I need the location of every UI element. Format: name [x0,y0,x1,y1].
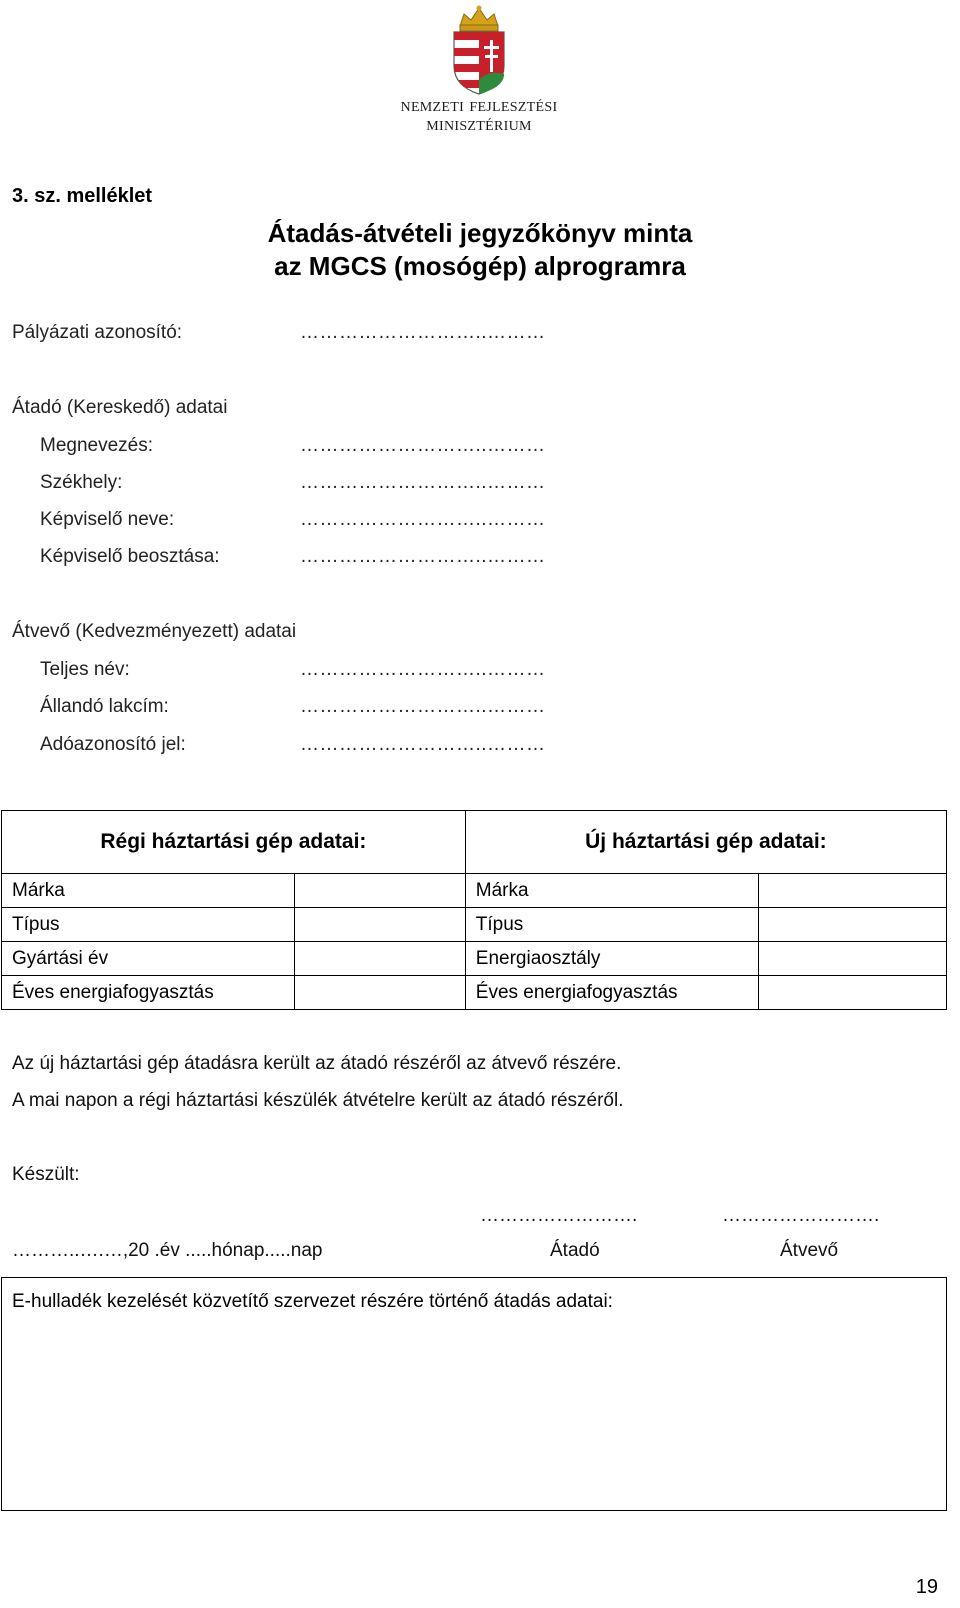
transferor-rep-position-label: Képviselő beosztása: [40,546,220,567]
recipient-fullname-label: Teljes név: [40,659,130,680]
recipient-address-label: Állandó lakcím: [40,696,169,717]
old-field-label: Éves energiafogyasztás [2,976,295,1010]
new-field-value[interactable] [758,874,946,908]
recipient-taxid-label: Adóazonosító jel: [40,734,186,755]
transferor-rep-name-label: Képviselő neve: [40,509,175,530]
ewaste-box-label: E-hulladék kezelését közvetítő szervezet részére történő átadás adatai: [12,1291,613,1312]
table-row [2,942,947,976]
document-title-line2: az MGCS (mosógép) alprogramra [274,251,686,281]
recipient-signature-line[interactable]: ……………………. [722,1205,880,1226]
appliance-table [1,810,947,1010]
transferor-name-label: Megnevezés: [40,435,154,456]
transferor-seat-label: Székhely: [40,472,123,493]
new-field-value[interactable] [758,942,946,976]
ministry-name-line1: nemzeti fejlesztési [400,94,558,116]
ministry-name [364,96,594,134]
tender-id-label: Pályázati azonosító: [12,322,183,343]
table-row [2,976,947,1010]
transferor-seat-blank[interactable]: ………………………..……… [300,472,546,493]
old-field-value[interactable] [294,976,465,1010]
transferor-name-blank[interactable]: ………………………..……… [300,435,546,456]
old-field-value[interactable] [294,908,465,942]
new-field-label: Energiaosztály [465,942,758,976]
statement-takeover: A mai napon a régi háztartási készülék átvételre került az átadó részéről. [12,1090,624,1111]
old-field-value[interactable] [294,942,465,976]
hungarian-coat-of-arms-icon [446,4,512,96]
ewaste-transfer-box[interactable] [1,1277,947,1511]
annex-label: 3. sz. melléklet [12,185,153,207]
old-field-label: Típus [2,908,295,942]
new-field-value[interactable] [758,976,946,1010]
transferor-rep-position-blank[interactable]: ………………………..……… [300,546,546,567]
document-title-line1: Átadás-átvételi jegyzőkönyv minta [267,218,693,248]
recipient-fullname-blank[interactable]: ………………………..……… [300,659,546,680]
statement-handover: Az új háztartási gép átadásra került az átadó részéről az átvevő részére. [12,1053,622,1074]
new-field-label: Éves energiafogyasztás [465,976,758,1010]
old-appliance-header: Régi háztartási gép adatai: [2,811,466,874]
page-number: 19 [915,1576,938,1598]
old-field-value[interactable] [294,874,465,908]
appliance-table-header [2,811,947,874]
table-row [2,874,947,908]
old-field-label: Márka [2,874,295,908]
table-row [2,908,947,942]
transferor-heading: Átadó (Kereskedő) adatai [12,397,228,418]
new-field-label: Márka [465,874,758,908]
new-field-label: Típus [465,908,758,942]
date-line[interactable]: ………..….…,20 .év .....hónap.....nap [12,1240,323,1261]
old-field-label: Gyártási év [2,942,295,976]
ministry-name-line2: minisztérium [426,113,532,135]
transferor-signature-label: Átadó [550,1240,600,1261]
new-appliance-header: Új háztartási gép adatai: [465,811,946,874]
recipient-address-blank[interactable]: ………………………..……… [300,696,546,717]
tender-id-blank[interactable]: ………………………..……… [300,322,546,343]
recipient-heading: Átvevő (Kedvezményezett) adatai [12,621,297,642]
transferor-signature-line[interactable]: ……………………. [480,1205,638,1226]
recipient-taxid-blank[interactable]: ………………………..……… [300,734,546,755]
new-field-value[interactable] [758,908,946,942]
recipient-signature-label: Átvevő [780,1240,839,1261]
transferor-rep-name-blank[interactable]: ………………………..……… [300,509,546,530]
made-label: Készült: [12,1164,80,1185]
